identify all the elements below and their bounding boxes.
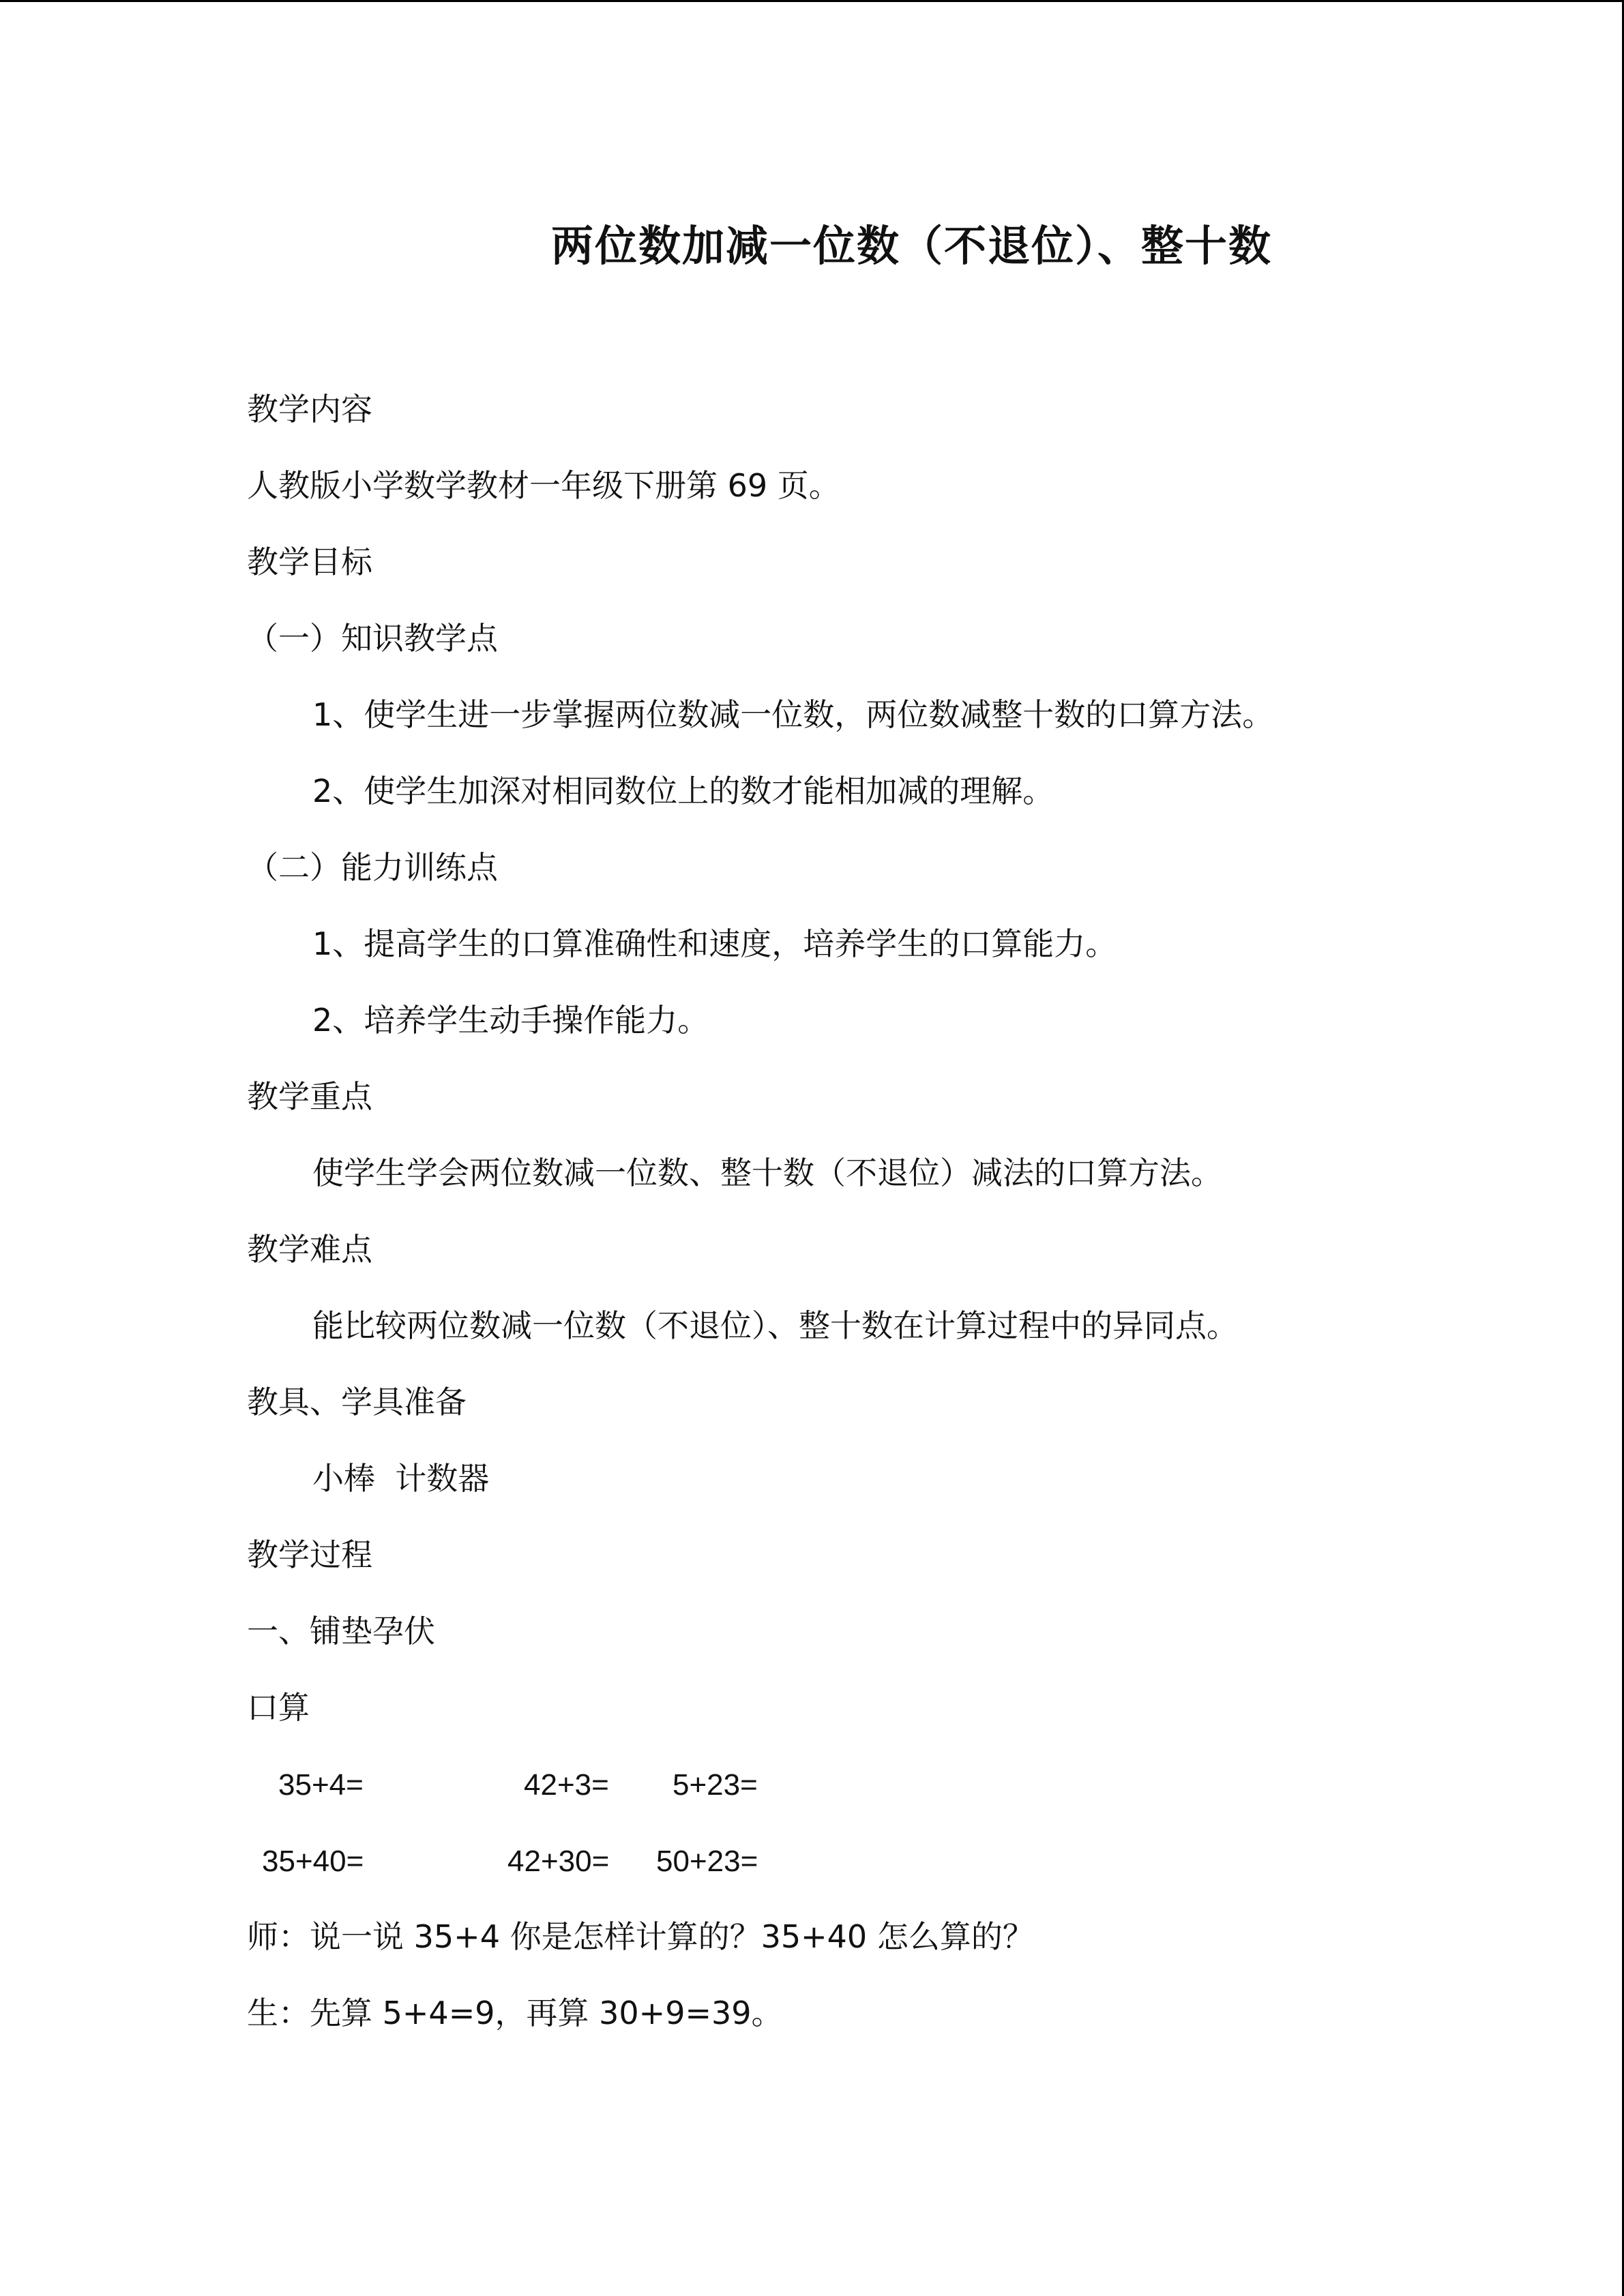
subheading-mental-calc: 口算 (247, 1689, 310, 1726)
page-title: 两位数加减一位数（不退位）、整十数 (551, 221, 1273, 271)
section-heading-content: 教学内容 (247, 391, 372, 428)
list-item: 1、使学生进一步掌握两位数减一位数，两位数减整十数的口算方法。 (312, 696, 1274, 733)
dialog-student: 生：先算 5+4=9，再算 30+9=39。 (247, 1995, 783, 2031)
calc-expression: 35+4= (278, 1768, 364, 1802)
section-heading-objectives: 教学目标 (247, 543, 372, 580)
subheading-warmup: 一、铺垫孕伏 (247, 1613, 435, 1650)
list-item: 2、使学生加深对相同数位上的数才能相加减的理解。 (312, 773, 1054, 809)
list-item: 1、提高学生的口算准确性和速度，培养学生的口算能力。 (312, 925, 1117, 962)
subheading-knowledge-points: （一）知识教学点 (247, 620, 498, 657)
paragraph-textbook-ref: 人教版小学数学教材一年级下册第 69 页。 (247, 467, 840, 504)
paragraph-key-points: 使学生学会两位数减一位数、整十数（不退位）减法的口算方法。 (312, 1154, 1222, 1191)
calc-expression: 42+3= (524, 1768, 609, 1802)
paragraph-materials: 小棒 计数器 (312, 1460, 490, 1497)
paragraph-difficulties: 能比较两位数减一位数（不退位）、整十数在计算过程中的异同点。 (312, 1307, 1238, 1344)
subheading-ability-points: （二）能力训练点 (247, 849, 498, 886)
section-heading-materials: 教具、学具准备 (247, 1384, 467, 1420)
calc-expression: 35+40= (262, 1845, 364, 1878)
list-item: 2、培养学生动手操作能力。 (312, 1002, 709, 1039)
section-heading-process: 教学过程 (247, 1536, 372, 1573)
calc-expression: 42+30= (507, 1845, 610, 1878)
calc-expression: 50+23= (656, 1845, 758, 1878)
calc-expression: 5+23= (673, 1768, 758, 1802)
section-heading-key-points: 教学重点 (247, 1078, 372, 1115)
dialog-teacher: 师：说一说 35+4 你是怎样计算的？35+40 怎么算的？ (247, 1918, 1034, 1955)
section-heading-difficulties: 教学难点 (247, 1231, 372, 1268)
